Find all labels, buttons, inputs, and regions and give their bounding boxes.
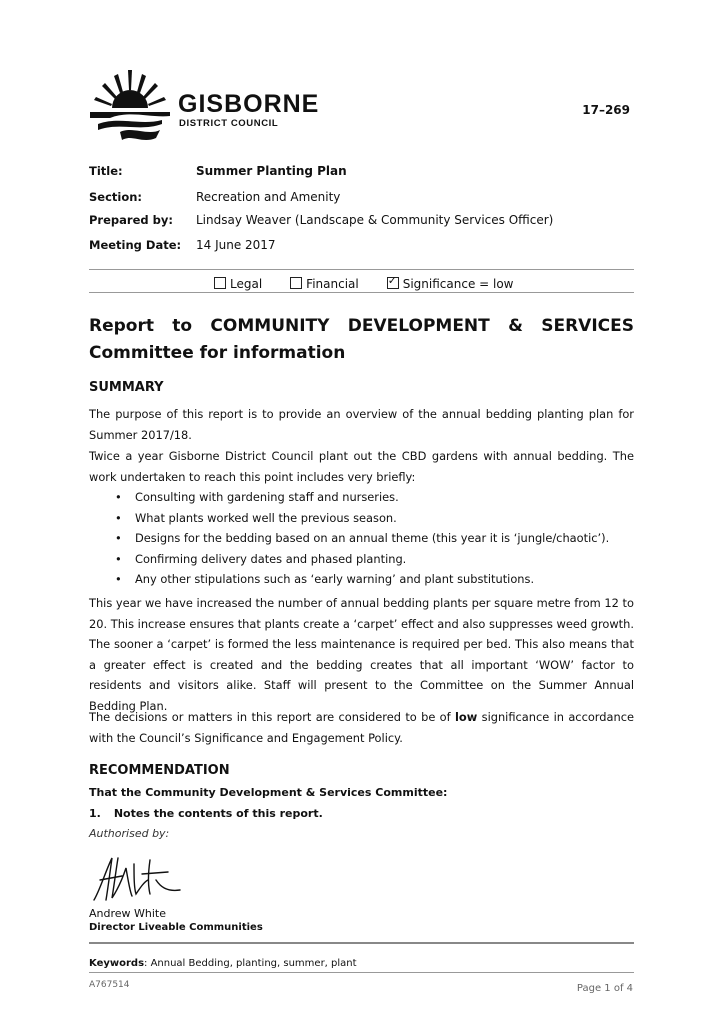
meta-value: Recreation and Amenity — [196, 190, 341, 204]
council-logo — [90, 68, 320, 150]
recommendation-item — [89, 807, 323, 820]
checkbox-label: Financial — [306, 277, 359, 291]
list-item: • Any other stipulations such as ‘early warning’ and plant substitutions. — [89, 569, 634, 590]
list-item: • Consulting with gardening staff and nurseries. — [89, 487, 634, 508]
list-item: • What plants worked well the previous season. — [89, 508, 634, 529]
logo-name: GISBORNE — [178, 90, 320, 118]
summary-paragraph-3: This year we have increased the number of annual bedding plants per square metre from 12 to 20. This increase ensures that plants create a ‘carpet’ effect and also suppresses weed growth. The sooner a ‘carpet’ is formed the less maintenance is required per bed. This also means that a greater effect is created and the bedding creates that all important ‘WOW’ factor to residents and visitors alike. Staff will present to the Committee on the Summer Annual Bedding Plan. — [89, 596, 634, 713]
signatory-name: Andrew White — [89, 907, 167, 920]
meta-value: Summer Planting Plan — [196, 164, 347, 178]
recommendation-intro: That the Community Development & Services Committee: — [89, 786, 448, 799]
checkbox-financial[interactable] — [290, 277, 359, 291]
summary-heading: SUMMARY — [89, 380, 164, 395]
checkbox-label: Significance = low — [402, 277, 514, 291]
footer-page-number: Page 1 of 4 — [576, 983, 633, 994]
list-item: • Designs for the bedding based on an annual theme (this year it is ‘jungle/chaotic’). — [89, 528, 634, 549]
checkbox-legal[interactable] — [214, 277, 262, 291]
keywords-label: Keywords — [89, 958, 145, 969]
checkbox-box-icon — [290, 277, 302, 289]
document-number: 17–269 — [582, 103, 630, 117]
signatory-role: Director Liveable Communities — [89, 922, 263, 933]
keywords-value: : Annual Bedding, planting, summer, plant — [144, 958, 357, 969]
meta-label: Meeting Date: — [89, 238, 182, 252]
divider — [89, 972, 634, 973]
keywords — [89, 958, 357, 969]
meta-label: Prepared by: — [89, 213, 173, 227]
report-title: Report to COMMUNITY DEVELOPMENT & SERVICES Committee for information — [89, 316, 634, 363]
significance-word: low — [455, 710, 478, 724]
checkbox-label: Legal — [230, 277, 263, 291]
item-number: 1. — [89, 807, 101, 820]
checkbox-checked-icon — [387, 277, 399, 289]
meta-value: Lindsay Weaver (Landscape & Community Services Officer) — [196, 213, 554, 227]
classification-checkboxes — [214, 277, 514, 291]
logo-subtitle: DISTRICT COUNCIL — [179, 118, 279, 129]
text: significance in accordance with the Council’s Significance and Engagement Policy. — [89, 710, 634, 745]
summary-paragraph-1: The purpose of this report is to provide an overview of the annual bedding planting plan for Summer 2017/18. — [89, 407, 634, 442]
divider — [89, 269, 634, 270]
summary-bullet-list — [89, 487, 634, 590]
summary-paragraph-4 — [89, 707, 634, 748]
signature-image — [90, 850, 185, 905]
item-text: Notes the contents of this report. — [113, 807, 323, 820]
meta-value: 14 June 2017 — [196, 238, 276, 252]
meta-label: Title: — [89, 164, 123, 178]
summary-paragraph-2: Twice a year Gisborne District Council plant out the CBD gardens with annual bedding. The work undertaken to reach this point includes very briefly: — [89, 449, 634, 484]
text: The decisions or matters in this report are considered to be of — [89, 710, 456, 724]
checkbox-box-icon — [214, 277, 226, 289]
divider — [89, 942, 634, 944]
sun-wave-logo-icon — [90, 68, 178, 150]
footer-document-id: A767514 — [89, 980, 130, 990]
recommendation-heading: RECOMMENDATION — [89, 763, 230, 778]
list-item: • Confirming delivery dates and phased planting. — [89, 549, 634, 570]
authorised-by-label: Authorised by: — [89, 827, 170, 840]
checkbox-significance[interactable] — [387, 277, 514, 291]
divider — [89, 292, 634, 293]
meta-label: Section: — [89, 190, 143, 204]
